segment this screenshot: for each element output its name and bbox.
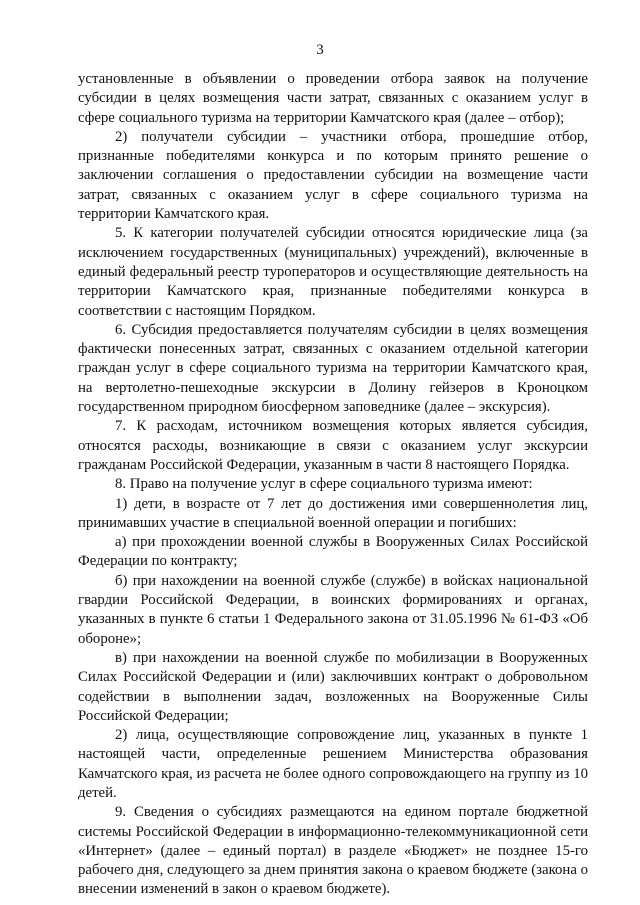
paragraph-8-eligibility: 8. Право на получение услуг в сфере социального туризма имеют: — [115, 476, 533, 493]
paragraph-7-expenses: 7. К расходам, источником возмещения которых является субсидия, относятся расходы, возникающие в связи с оказанием услуг экскурсии гражданам Российской Федерации, указанным в части 8 настоящего Порядка. — [78, 418, 588, 473]
paragraph-item-2-recipients: 2) получатели субсидии – участники отбора, прошедшие отбор, признанные победителями конкурса и по которым принято решение о заключении соглашения о предоставлении субсидии на возмещение части затрат, связанных с оказанием услуг в сфере социального туризма на территории Камчатского края. — [78, 128, 588, 223]
paragraph-6-subsidy-purpose: 6. Субсидия предоставляется получателям субсидии в целях возмещения фактически понесенных затрат, связанных с оказанием отдельной категории граждан услуг в сфере социального туризма на территории Камчатского края, на вертолетно-пешеходные экскурсии в Долину гейзеров в Кроноцком государственном природном биосферном заповеднике (далее – экскурсия). — [78, 321, 588, 416]
paragraph-8-item-1-children: 1) дети, в возрасте от 7 лет до достижения ими совершеннолетия лиц, принимавших участие в специальной военной операции и погибших: — [78, 495, 588, 531]
paragraph-8-subitem-v: в) при нахождении на военной службе по мобилизации в Вооруженных Силах Российской Федерации и (или) заключивших контракт о добровольном содействии в выполнении задач, возложенных на Вооруженные Силы Российской Федерации; — [78, 649, 588, 724]
paragraph-continuation: установленные в объявлении о проведении отбора заявок на получение субсидии в целях возмещения части затрат, связанных с оказанием услуг в сфере социального туризма на территории Камчатского края (далее – отбор); — [78, 71, 588, 126]
document-body — [78, 70, 588, 900]
page-number: 3 — [316, 42, 324, 58]
paragraph-9-publication: 9. Сведения о субсидиях размещаются на едином портале бюджетной системы Российской Федерации в информационно-телекоммуникационной сети «Интернет» (далее – единый портал) в разделе «Бюджет» не позднее 15-го рабочего дня, следующего за днем принятия закона о краевом бюджете (закона о внесении изменений в закон о краевом бюджете). — [78, 804, 588, 898]
paragraph-5-recipient-categories: 5. К категории получателей субсидии относятся юридические лица (за исключением государственных (муниципальных) учреждений), включенные в единый федеральный реестр туроператоров и осуществляющие деятельность на территории Камчатского края, признанные победителями конкурса в соответствии с настоящим Порядком. — [78, 225, 588, 319]
paragraph-8-subitem-b: б) при нахождении на военной службе (службе) в войсках национальной гвардии Российской Федерации, в воинских формированиях и органах, указанных в пункте 6 статьи 1 Федерального закона от 31.05.1996 № 61-ФЗ «Об обороне»; — [78, 572, 588, 647]
paragraph-8-subitem-a: а) при прохождении военной службы в Вооруженных Силах Российской Федерации по контракту; — [78, 534, 588, 570]
paragraph-8-item-2-escorts: 2) лица, осуществляющие сопровождение лиц, указанных в пункте 1 настоящей части, определенные решением Министерства образования Камчатского края, из расчета не более одного сопровождающего на группу из 10 детей. — [78, 727, 588, 801]
